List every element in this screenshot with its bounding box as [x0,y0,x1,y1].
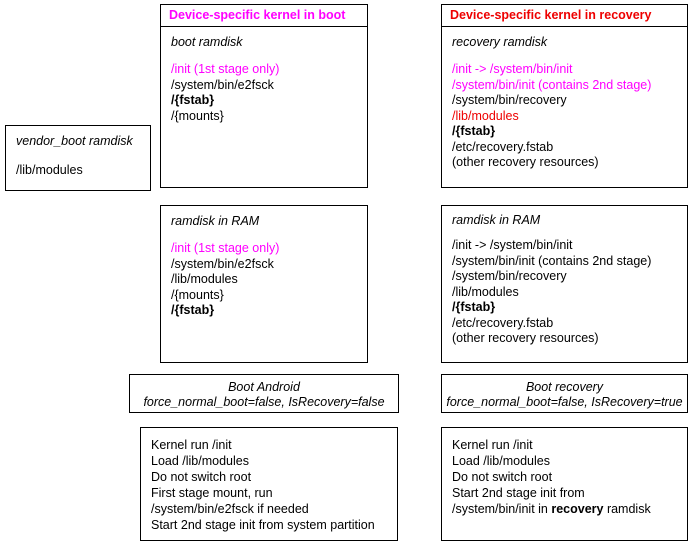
boot-ramdisk-line: /system/bin/e2fsck [171,77,274,92]
recovery-mode-line2: force_normal_boot=false, IsRecovery=true [446,395,683,409]
recovery-kernel-box [441,4,688,188]
boot-ramdisk-line: /{mounts} [171,108,224,123]
recovery-ramdisk-lines [452,62,679,171]
boot-ramdisk-in-ram-line: /{mounts} [171,287,224,302]
boot-step: Load /lib/modules [151,454,249,468]
recovery-step-suffix: ramdisk [603,502,651,516]
boot-ramdisk-title: boot ramdisk [171,35,243,49]
recovery-steps-box [441,427,688,541]
boot-kernel-box [160,4,368,188]
boot-mode-box [129,374,399,413]
recovery-ramdisk-in-ram-box [441,205,688,363]
boot-ramdisk-in-ram-title: ramdisk in RAM [171,214,260,228]
boot-ramdisk-line: /{fstab} [171,93,215,107]
recovery-step: Load /lib/modules [452,454,550,468]
boot-ramdisk-in-ram-line: /system/bin/e2fsck [171,256,274,271]
boot-ramdisk-in-ram-line: /init (1st stage only) [171,241,280,255]
recovery-step-last [452,501,679,517]
vendor-boot-ramdisk-line: /lib/modules [16,163,83,177]
recovery-ramdisk-line: /lib/modules [452,108,519,123]
boot-steps-list [141,428,397,541]
recovery-ramdisk-line: /system/bin/recovery [452,93,567,107]
recovery-ramdisk-in-ram-lines [452,238,679,347]
boot-step: /system/bin/e2fsck if needed [151,502,309,516]
recovery-step: Start 2nd stage init from [452,486,585,500]
recovery-ramdisk-line: /init -> /system/bin/init [452,62,573,76]
recovery-steps-list [442,428,687,525]
recovery-ramdisk-line: /{fstab} [452,124,496,138]
boot-step: First stage mount, run [151,486,273,500]
recovery-step: Do not switch root [452,470,553,484]
recovery-ramdisk-title: recovery ramdisk [452,35,548,49]
recovery-step: Kernel run /init [452,438,533,452]
boot-ramdisk-in-ram-body [161,206,367,327]
recovery-ramdisk-in-ram-line: /system/bin/recovery [452,269,567,283]
recovery-mode-box [441,374,688,413]
boot-mode-line1: Boot Android [228,380,300,394]
boot-ramdisk-body [161,27,367,132]
recovery-ramdisk-in-ram-line: /{fstab} [452,300,496,314]
boot-ramdisk-lines [171,62,359,124]
recovery-ramdisk-line: (other recovery resources) [452,155,599,169]
recovery-step-emphasis: recovery [551,502,604,516]
recovery-ramdisk-in-ram-title: ramdisk in RAM [452,213,541,227]
recovery-ramdisk-in-ram-line: /lib/modules [452,284,519,299]
recovery-ramdisk-line: /etc/recovery.fstab [452,139,554,154]
recovery-ramdisk-in-ram-line: /system/bin/init (contains 2nd stage) [452,253,652,268]
boot-ramdisk-line: /init (1st stage only) [171,62,280,76]
recovery-ramdisk-body [442,27,687,179]
recovery-kernel-header: Device-specific kernel in recovery [442,5,687,27]
recovery-ramdisk-in-ram-body [442,206,687,355]
vendor-boot-ramdisk-title: vendor_boot ramdisk [16,134,133,148]
boot-ramdisk-in-ram-line: /{fstab} [171,303,215,317]
boot-steps-box [140,427,398,541]
recovery-ramdisk-line: /system/bin/init (contains 2nd stage) [452,77,652,92]
boot-ramdisk-in-ram-box [160,205,368,363]
boot-step: Start 2nd stage init from system partition [151,518,375,532]
boot-kernel-header: Device-specific kernel in boot [161,5,367,27]
boot-ramdisk-in-ram-lines [171,241,359,319]
boot-mode-line2: force_normal_boot=false, IsRecovery=false [143,395,385,409]
recovery-ramdisk-in-ram-line: (other recovery resources) [452,331,599,345]
recovery-ramdisk-in-ram-line: /etc/recovery.fstab [452,315,554,330]
boot-step: Kernel run /init [151,438,232,452]
recovery-step-prefix: /system/bin/init in [452,502,552,516]
vendor-boot-ramdisk-box [5,125,151,191]
recovery-ramdisk-in-ram-line: /init -> /system/bin/init [452,238,573,252]
boot-ramdisk-in-ram-line: /lib/modules [171,272,238,286]
recovery-mode-line1: Boot recovery [525,380,604,394]
boot-step: Do not switch root [151,470,252,484]
